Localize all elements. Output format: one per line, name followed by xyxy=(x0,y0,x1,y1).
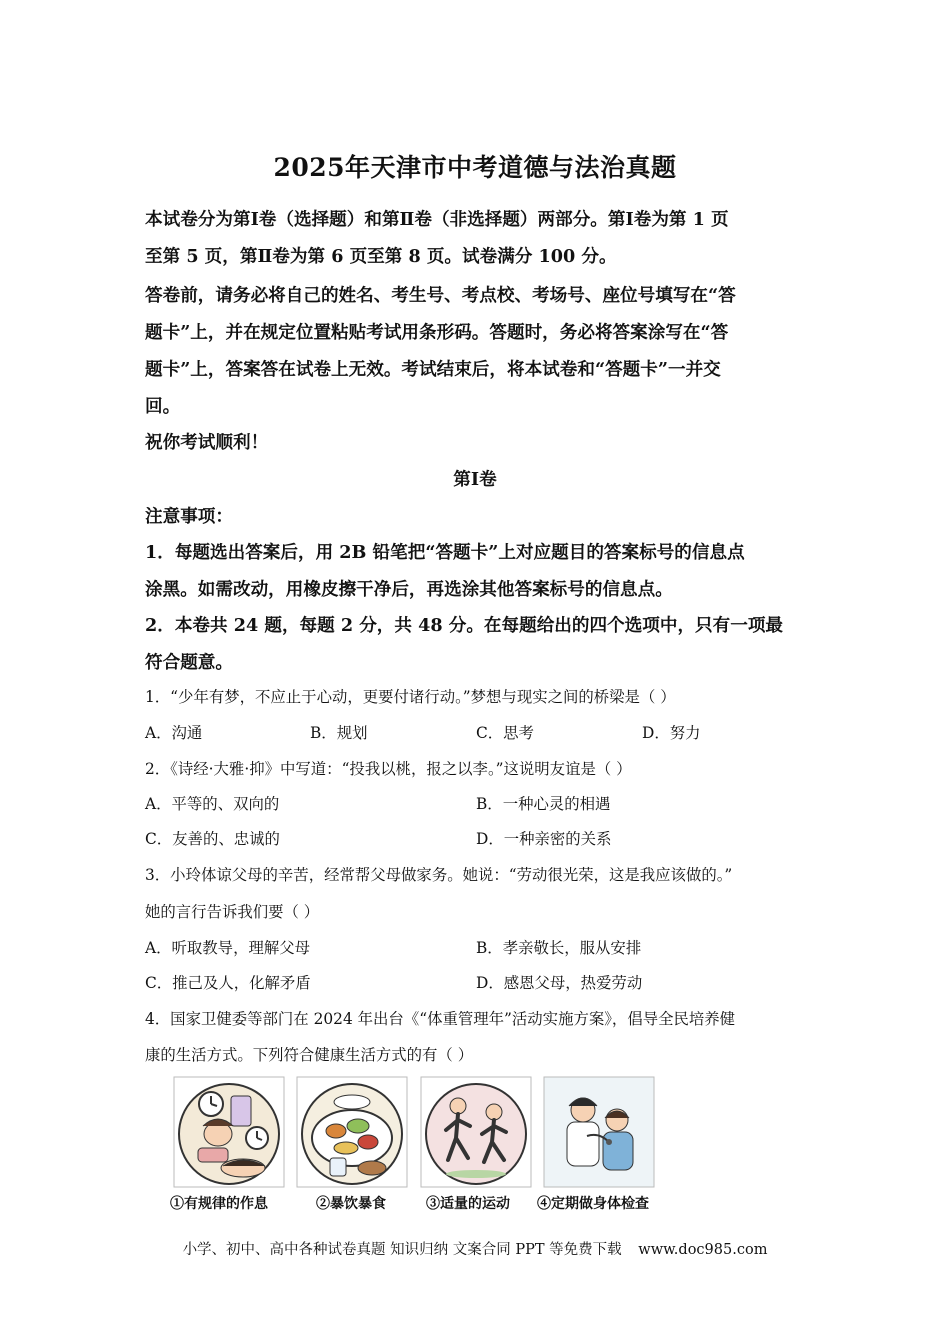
footer-url[interactable]: www.doc985.com xyxy=(638,1242,768,1258)
intro-line: 题卡”上，答案答在试卷上无效。考试结束后，将本试卷和“答题卡”一并交 xyxy=(145,359,721,380)
option-b: B．一种心灵的相遇 xyxy=(476,795,611,813)
checkup-icon xyxy=(543,1076,655,1188)
notes-line: 符合题意。 xyxy=(145,652,233,673)
intro-line: 至第 5 页，第Ⅱ卷为第 6 页至第 8 页。试卷满分 100 分。 xyxy=(145,246,617,267)
footer-text: 小学、初中、高中各种试卷真题 知识归纳 文案合同 PPT 等免费下载 xyxy=(182,1242,622,1258)
section-title: 第Ⅰ卷 xyxy=(453,469,497,490)
option-c: C．友善的、忠诚的 xyxy=(145,830,280,848)
option-a: A．沟通 xyxy=(145,724,203,742)
intro-line: 答卷前，请务必将自己的姓名、考生号、考点校、考场号、座位号填写在“答 xyxy=(145,285,736,306)
running-icon xyxy=(420,1076,532,1188)
question-stem-cont: 康的生活方式。下列符合健康生活方式的有（ ） xyxy=(145,1046,474,1064)
page-title: 2025年天津市中考道德与法治真题 xyxy=(273,153,677,182)
question-stem: 1．“少年有梦，不应止于心动，更要付诸行动。”梦想与现实之间的桥梁是（ ） xyxy=(145,688,676,706)
food-plate-icon xyxy=(296,1076,408,1188)
notes-line: 1．每题选出答案后，用 2B 铅笔把“答题卡”上对应题目的答案标号的信息点 xyxy=(145,542,745,563)
notes-heading: 注意事项： xyxy=(145,506,233,527)
question-stem: 3．小玲体谅父母的辛苦，经常帮父母做家务。她说：“劳动很光荣，这是我应该做的。” xyxy=(145,866,733,884)
question-stem: 4．国家卫健委等部门在 2024 年出台《“体重管理年”活动实施方案》，倡导全民培养健 xyxy=(145,1010,736,1028)
footer xyxy=(0,1238,950,1259)
question-stem-cont: 她的言行告诉我们要（ ） xyxy=(145,903,320,921)
option-b: B．孝亲敬长，服从安排 xyxy=(476,939,642,957)
option-a: A．平等的、双向的 xyxy=(145,795,280,813)
clock-sleep-icon xyxy=(173,1076,285,1188)
option-b: B．规划 xyxy=(310,724,368,742)
notes-line: 涂黑。如需改动，用橡皮擦干净后，再选涂其他答案标号的信息点。 xyxy=(145,579,673,600)
intro-line: 回。 xyxy=(145,396,181,417)
option-c: C．推己及人，化解矛盾 xyxy=(145,974,311,992)
picture-caption: ①有规律的作息 xyxy=(170,1196,268,1212)
intro-wish: 祝你考试顺利！ xyxy=(145,432,269,453)
question-stem: 2．《诗经·大雅·抑》中写道：“投我以桃，报之以李。”这说明友谊是（ ） xyxy=(145,760,632,778)
picture-caption: ③适量的运动 xyxy=(426,1196,510,1212)
intro-line: 本试卷分为第Ⅰ卷（选择题）和第Ⅱ卷（非选择题）两部分。第Ⅰ卷为第 1 页 xyxy=(145,209,729,230)
option-d: D．感恩父母，热爱劳动 xyxy=(476,974,643,992)
option-c: C．思考 xyxy=(476,724,534,742)
option-d: D．一种亲密的关系 xyxy=(476,830,612,848)
picture-caption: ②暴饮暴食 xyxy=(316,1196,386,1212)
lifestyle-pictures xyxy=(170,1076,670,1216)
option-d: D．努力 xyxy=(642,724,701,742)
picture-caption: ④定期做身体检查 xyxy=(537,1196,649,1212)
notes-line: 2．本卷共 24 题，每题 2 分，共 48 分。在每题给出的四个选项中，只有一项最 xyxy=(145,615,784,636)
option-a: A．听取教导，理解父母 xyxy=(145,939,311,957)
intro-line: 题卡”上，并在规定位置粘贴考试用条形码。答题时，务必将答案涂写在“答 xyxy=(145,322,729,343)
